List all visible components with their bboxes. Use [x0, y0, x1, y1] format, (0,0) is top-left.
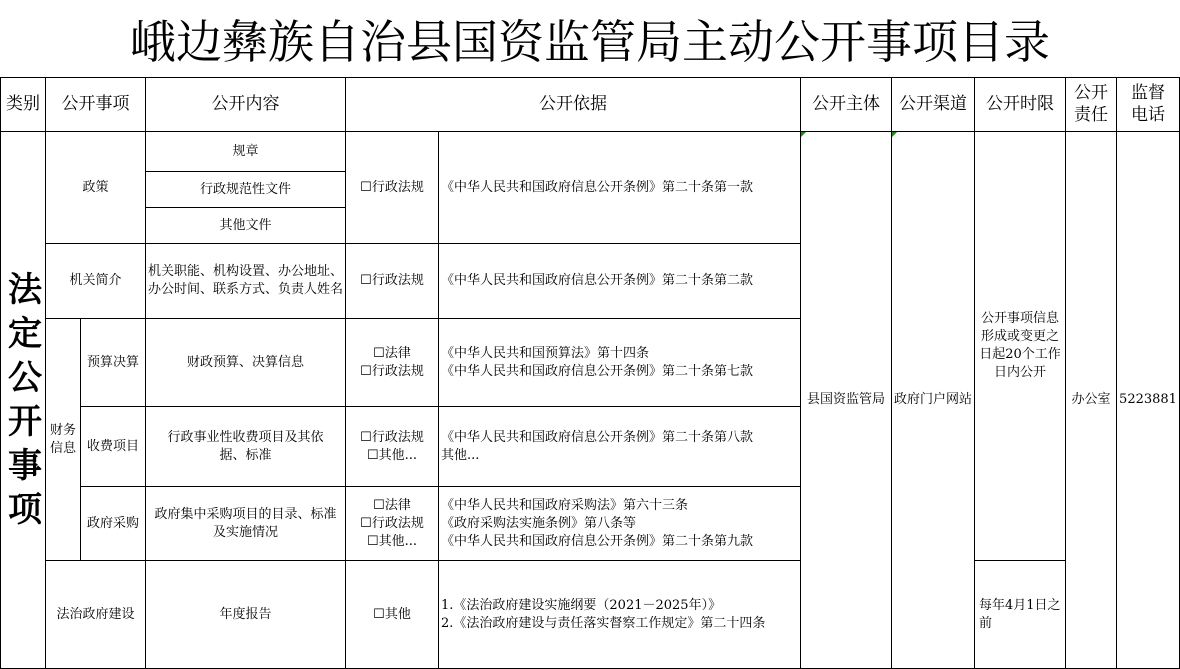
fees-content: 行政事业性收费项目及其依据、标准: [146, 407, 346, 487]
phone-cell: 5223881: [1117, 132, 1180, 669]
type-line: ☐其他...: [366, 533, 418, 549]
basis-line: 《政府采购法实施条例》第八条等: [441, 515, 637, 531]
basis-line: 《中华人民共和国预算法》第十四条: [441, 345, 650, 361]
header-responsibility: 公开责任: [1066, 77, 1117, 132]
fees-basis: [439, 407, 801, 487]
header-basis: 公开依据: [346, 77, 801, 132]
header-time-limit: 公开时限: [975, 77, 1066, 132]
procurement-basis: [439, 487, 801, 561]
policy-content: 行政规范性文件: [146, 172, 346, 208]
policy-content: 规章: [146, 132, 346, 172]
rule-of-law-type: ☐其他: [346, 561, 439, 669]
basis-line: 《中华人民共和国政府采购法》第六十三条: [441, 497, 689, 513]
type-line: ☐法律: [373, 497, 411, 513]
page-title: 峨边彝族自治县国资监管局主动公开事项目录: [0, 0, 1180, 78]
type-line: ☐行政法规: [360, 429, 424, 445]
basis-line: 《中华人民共和国政府信息公开条例》第二十条第九款: [441, 533, 754, 549]
procurement-item: 政府采购: [81, 487, 146, 561]
budget-types: [346, 319, 439, 407]
policy-content: 其他文件: [146, 208, 346, 244]
comment-marker-icon: [892, 132, 897, 137]
comment-marker-icon: [801, 132, 806, 137]
responsibility-cell: 办公室: [1066, 132, 1117, 669]
type-line: ☐行政法规: [360, 515, 424, 531]
category-label: 法定公开事项: [8, 270, 42, 530]
category-cell: [0, 132, 46, 669]
fees-item: 收费项目: [81, 407, 146, 487]
type-line: ☐法律: [373, 345, 411, 361]
procurement-content: 政府集中采购项目的目录、标准及实施情况: [146, 487, 346, 561]
channel-cell: 政府门户网站: [892, 132, 975, 669]
budget-basis: [439, 319, 801, 407]
budget-item: 预算决算: [81, 319, 146, 407]
basis-line: 《中华人民共和国政府信息公开条例》第二十条第七款: [441, 363, 754, 379]
policy-type: ☐行政法规: [346, 132, 439, 244]
header-content: 公开内容: [146, 77, 346, 132]
finance-group: 财务信息: [46, 319, 81, 561]
header-phone: 监督电话: [1117, 77, 1180, 132]
intro-basis: 《中华人民共和国政府信息公开条例》第二十条第二款: [439, 244, 801, 319]
basis-line: 其他...: [441, 447, 480, 463]
header-channel: 公开渠道: [892, 77, 975, 132]
policy-basis: 《中华人民共和国政府信息公开条例》第二十条第一款: [439, 132, 801, 244]
intro-type: ☐行政法规: [346, 244, 439, 319]
fees-types: [346, 407, 439, 487]
basis-line: 1.《法治政府建设实施纲要（2021－2025年）》: [441, 597, 722, 613]
procurement-types: [346, 487, 439, 561]
basis-line: 《中华人民共和国政府信息公开条例》第二十条第八款: [441, 429, 754, 445]
header-subject: 公开主体: [801, 77, 892, 132]
type-line: ☐其他...: [366, 447, 418, 463]
basis-line: 2.《法治政府建设与责任落实督察工作规定》第二十四条: [441, 615, 766, 631]
time-limit-cell: 公开事项信息形成或变更之日起20个工作日内公开: [975, 132, 1066, 561]
policy-item: 政策: [46, 132, 146, 244]
budget-content: 财政预算、决算信息: [146, 319, 346, 407]
rule-of-law-basis: [439, 561, 801, 669]
intro-item: 机关简介: [46, 244, 146, 319]
type-line: ☐行政法规: [360, 363, 424, 379]
rule-of-law-item: 法治政府建设: [46, 561, 146, 669]
header-category: 类别: [0, 77, 46, 132]
rule-of-law-time-limit: 每年4月1日之前: [975, 561, 1066, 669]
header-item: 公开事项: [46, 77, 146, 132]
subject-cell: 县国资监管局: [801, 132, 892, 669]
intro-content: 机关职能、机构设置、办公地址、办公时间、联系方式、负责人姓名: [146, 244, 346, 319]
rule-of-law-content: 年度报告: [146, 561, 346, 669]
